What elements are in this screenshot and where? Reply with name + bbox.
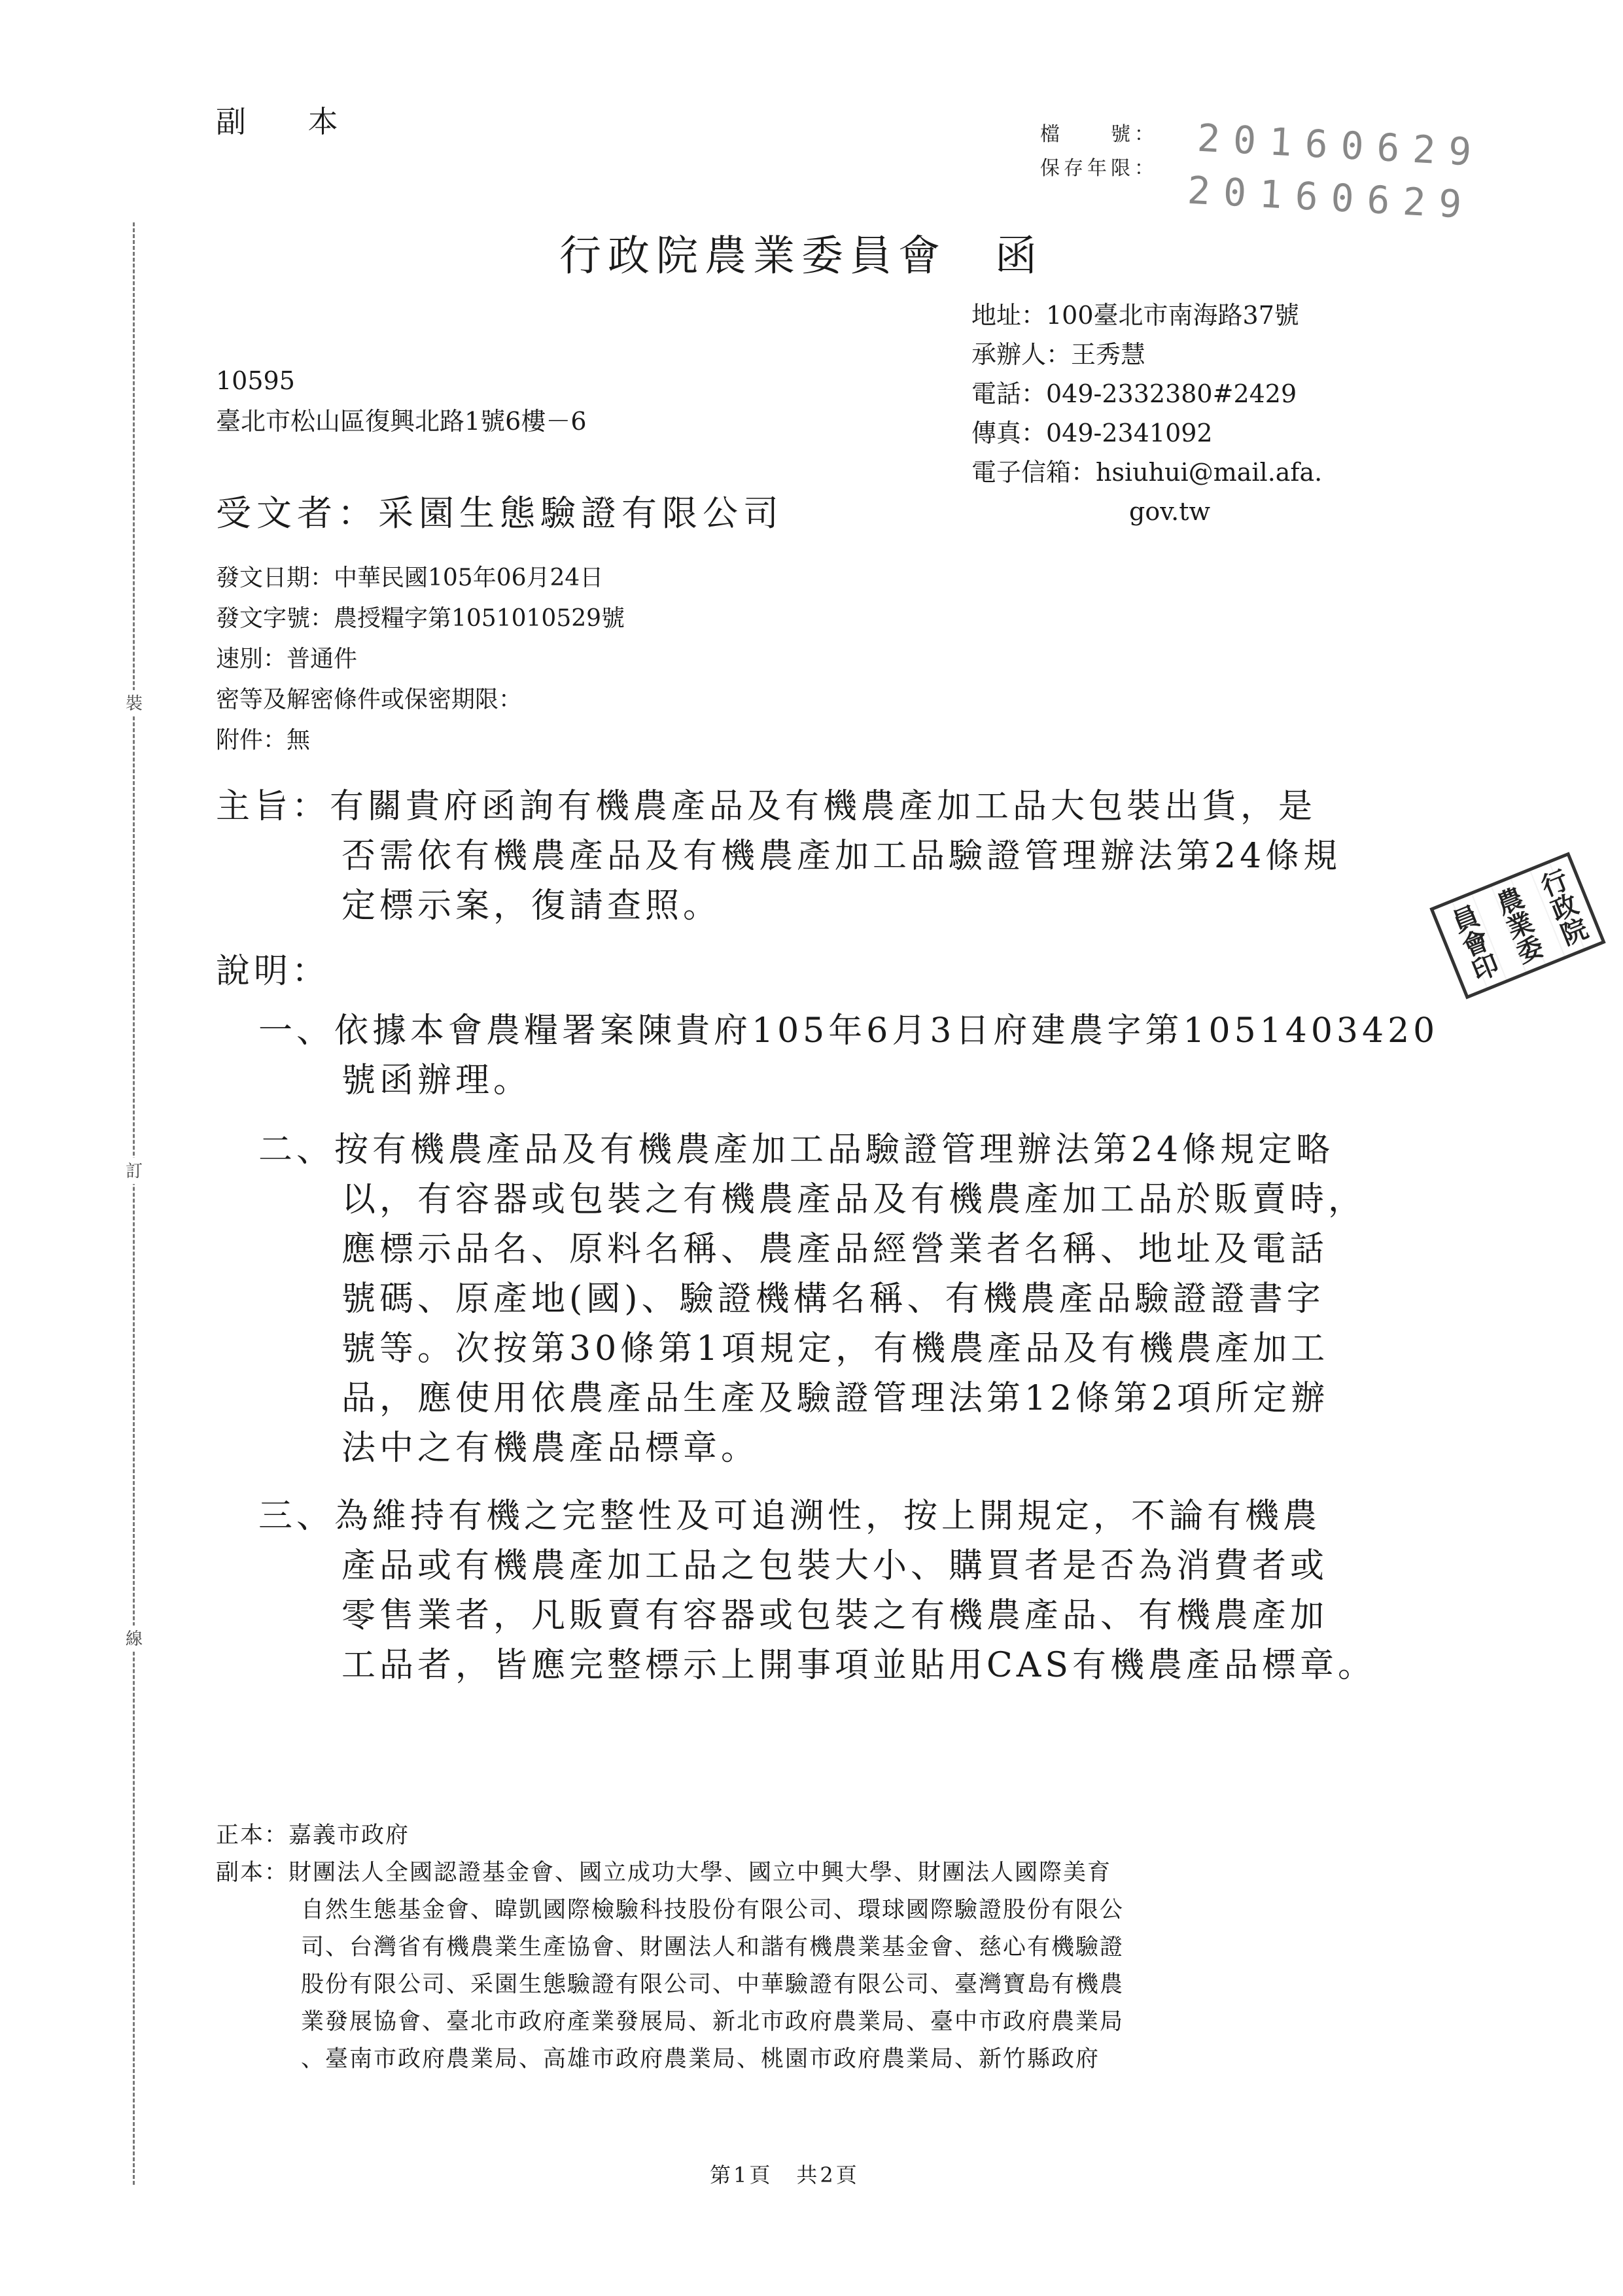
item-3-line-1: 三、為維持有機之完整性及可追溯性，按上開規定，不論有機農 (258, 1497, 1321, 1536)
copy-mark: 副 本 (216, 104, 364, 139)
retention-label: 保存年限： (1040, 157, 1158, 180)
issue-date: 發文日期：中華民國105年06月24日 (216, 565, 604, 591)
recipient-line: 受文者：采園生態驗證有限公司 (216, 493, 784, 534)
cc-line-6: 、臺南市政府農業局、高雄市政府農業局、桃園市政府農業局、新竹縣政府 (301, 2046, 1100, 2072)
binding-mark-bottom: 線 (122, 1626, 146, 1652)
letter-title: 行政院農業委員會 函 (559, 232, 1043, 281)
binding-dashed-line (133, 222, 135, 2185)
sender-address: 地址：100臺北市南海路37號 (971, 301, 1299, 330)
archive-no-label: 檔 號： (1040, 123, 1158, 146)
subject-line-2: 否需依有機農產品及有機農產加工品驗證管理辦法第24條規 (341, 837, 1342, 876)
item-2-line-2: 以，有容器或包裝之有機農產品及有機農產加工品於販賣時， (341, 1180, 1367, 1219)
cc-line-5: 業發展協會、臺北市政府產業發展局、新北市政府農業局、臺中市政府農業局 (301, 2009, 1125, 2035)
item-1-line-1: 一、依據本會農糧署案陳貴府105年6月3日府建農字第1051403420 (258, 1011, 1439, 1051)
subject-line-3: 定標示案，復請查照。 (341, 886, 722, 926)
secrecy-level: 密等及解密條件或保密期限： (216, 686, 523, 713)
official-seal (1429, 852, 1605, 999)
seal-column-3: 員會印 (1444, 901, 1503, 986)
subject-line-1: 主旨：有關貴府函詢有機農產品及有機農產加工品大包裝出貨，是 (216, 787, 1317, 826)
item-2-line-3: 應標示品名、原料名稱、農產品經營業者名稱、地址及電話 (341, 1230, 1329, 1269)
item-3-line-2: 產品或有機農產加工品之包裝大小、購買者是否為消費者或 (341, 1546, 1329, 1586)
binding-mark-middle: 訂 (122, 1158, 146, 1184)
attachment: 附件：無 (216, 727, 311, 754)
cc-line-1: 副本：財團法人全國認證基金會、國立成功大學、國立中興大學、財團法人國際美育 (216, 1860, 1112, 1886)
handler: 承辦人：王秀慧 (971, 340, 1146, 369)
email-line-2: gov.tw (1129, 497, 1211, 526)
fax: 傳真：049-2341092 (971, 419, 1213, 447)
page-number: 第1頁 共2頁 (710, 2163, 860, 2187)
date-stamp-2: 20160629 (1186, 167, 1476, 228)
seal-column-1: 行政院 (1533, 865, 1592, 950)
delivery-speed: 速別：普通件 (216, 646, 358, 672)
recipient-street: 臺北市松山區復興北路1號6樓－6 (216, 407, 587, 436)
item-2-line-1: 二、按有機農產品及有機農產加工品驗證管理辦法第24條規定略 (258, 1130, 1335, 1170)
item-2-line-4: 號碼、原產地(國)、驗證機構名稱、有機農產品驗證證書字 (341, 1279, 1325, 1319)
original-recipient: 正本：嘉義市政府 (216, 1822, 410, 1849)
seal-column-2: 農業委 (1489, 883, 1547, 968)
cc-line-4: 股份有限公司、采園生態驗證有限公司、中華驗證有限公司、臺灣寶島有機農 (301, 1972, 1125, 1998)
phone: 電話：049-2332380#2429 (971, 379, 1297, 408)
date-stamp-1: 20160629 (1196, 115, 1486, 175)
explanation-heading: 說明： (216, 952, 330, 991)
email-line-1: 電子信箱：hsiuhui@mail.afa. (971, 458, 1323, 487)
item-2-line-5: 號等。次按第30條第1項規定，有機農產品及有機農產加工 (341, 1329, 1329, 1368)
recipient-zip: 10595 (216, 366, 295, 395)
cc-line-3: 司、台灣省有機農業生產協會、財團法人和諧有機農業基金會、慈心有機驗證 (301, 1934, 1125, 1960)
item-2-line-7: 法中之有機農產品標章。 (341, 1429, 759, 1468)
item-1-line-2: 號函辦理。 (341, 1061, 532, 1100)
cc-line-2: 自然生態基金會、暐凱國際檢驗科技股份有限公司、環球國際驗證股份有限公 (301, 1897, 1125, 1923)
reference-number: 發文字號：農授糧字第1051010529號 (216, 605, 625, 632)
item-3-line-4: 工品者，皆應完整標示上開事項並貼用CAS有機農產品標章。 (341, 1646, 1376, 1685)
item-2-line-6: 品，應使用依農產品生產及驗證管理法第12條第2項所定辦 (341, 1379, 1329, 1418)
binding-mark-top: 裝 (122, 690, 146, 716)
item-3-line-3: 零售業者，凡販賣有容器或包裝之有機農產品、有機農產加 (341, 1596, 1329, 1635)
